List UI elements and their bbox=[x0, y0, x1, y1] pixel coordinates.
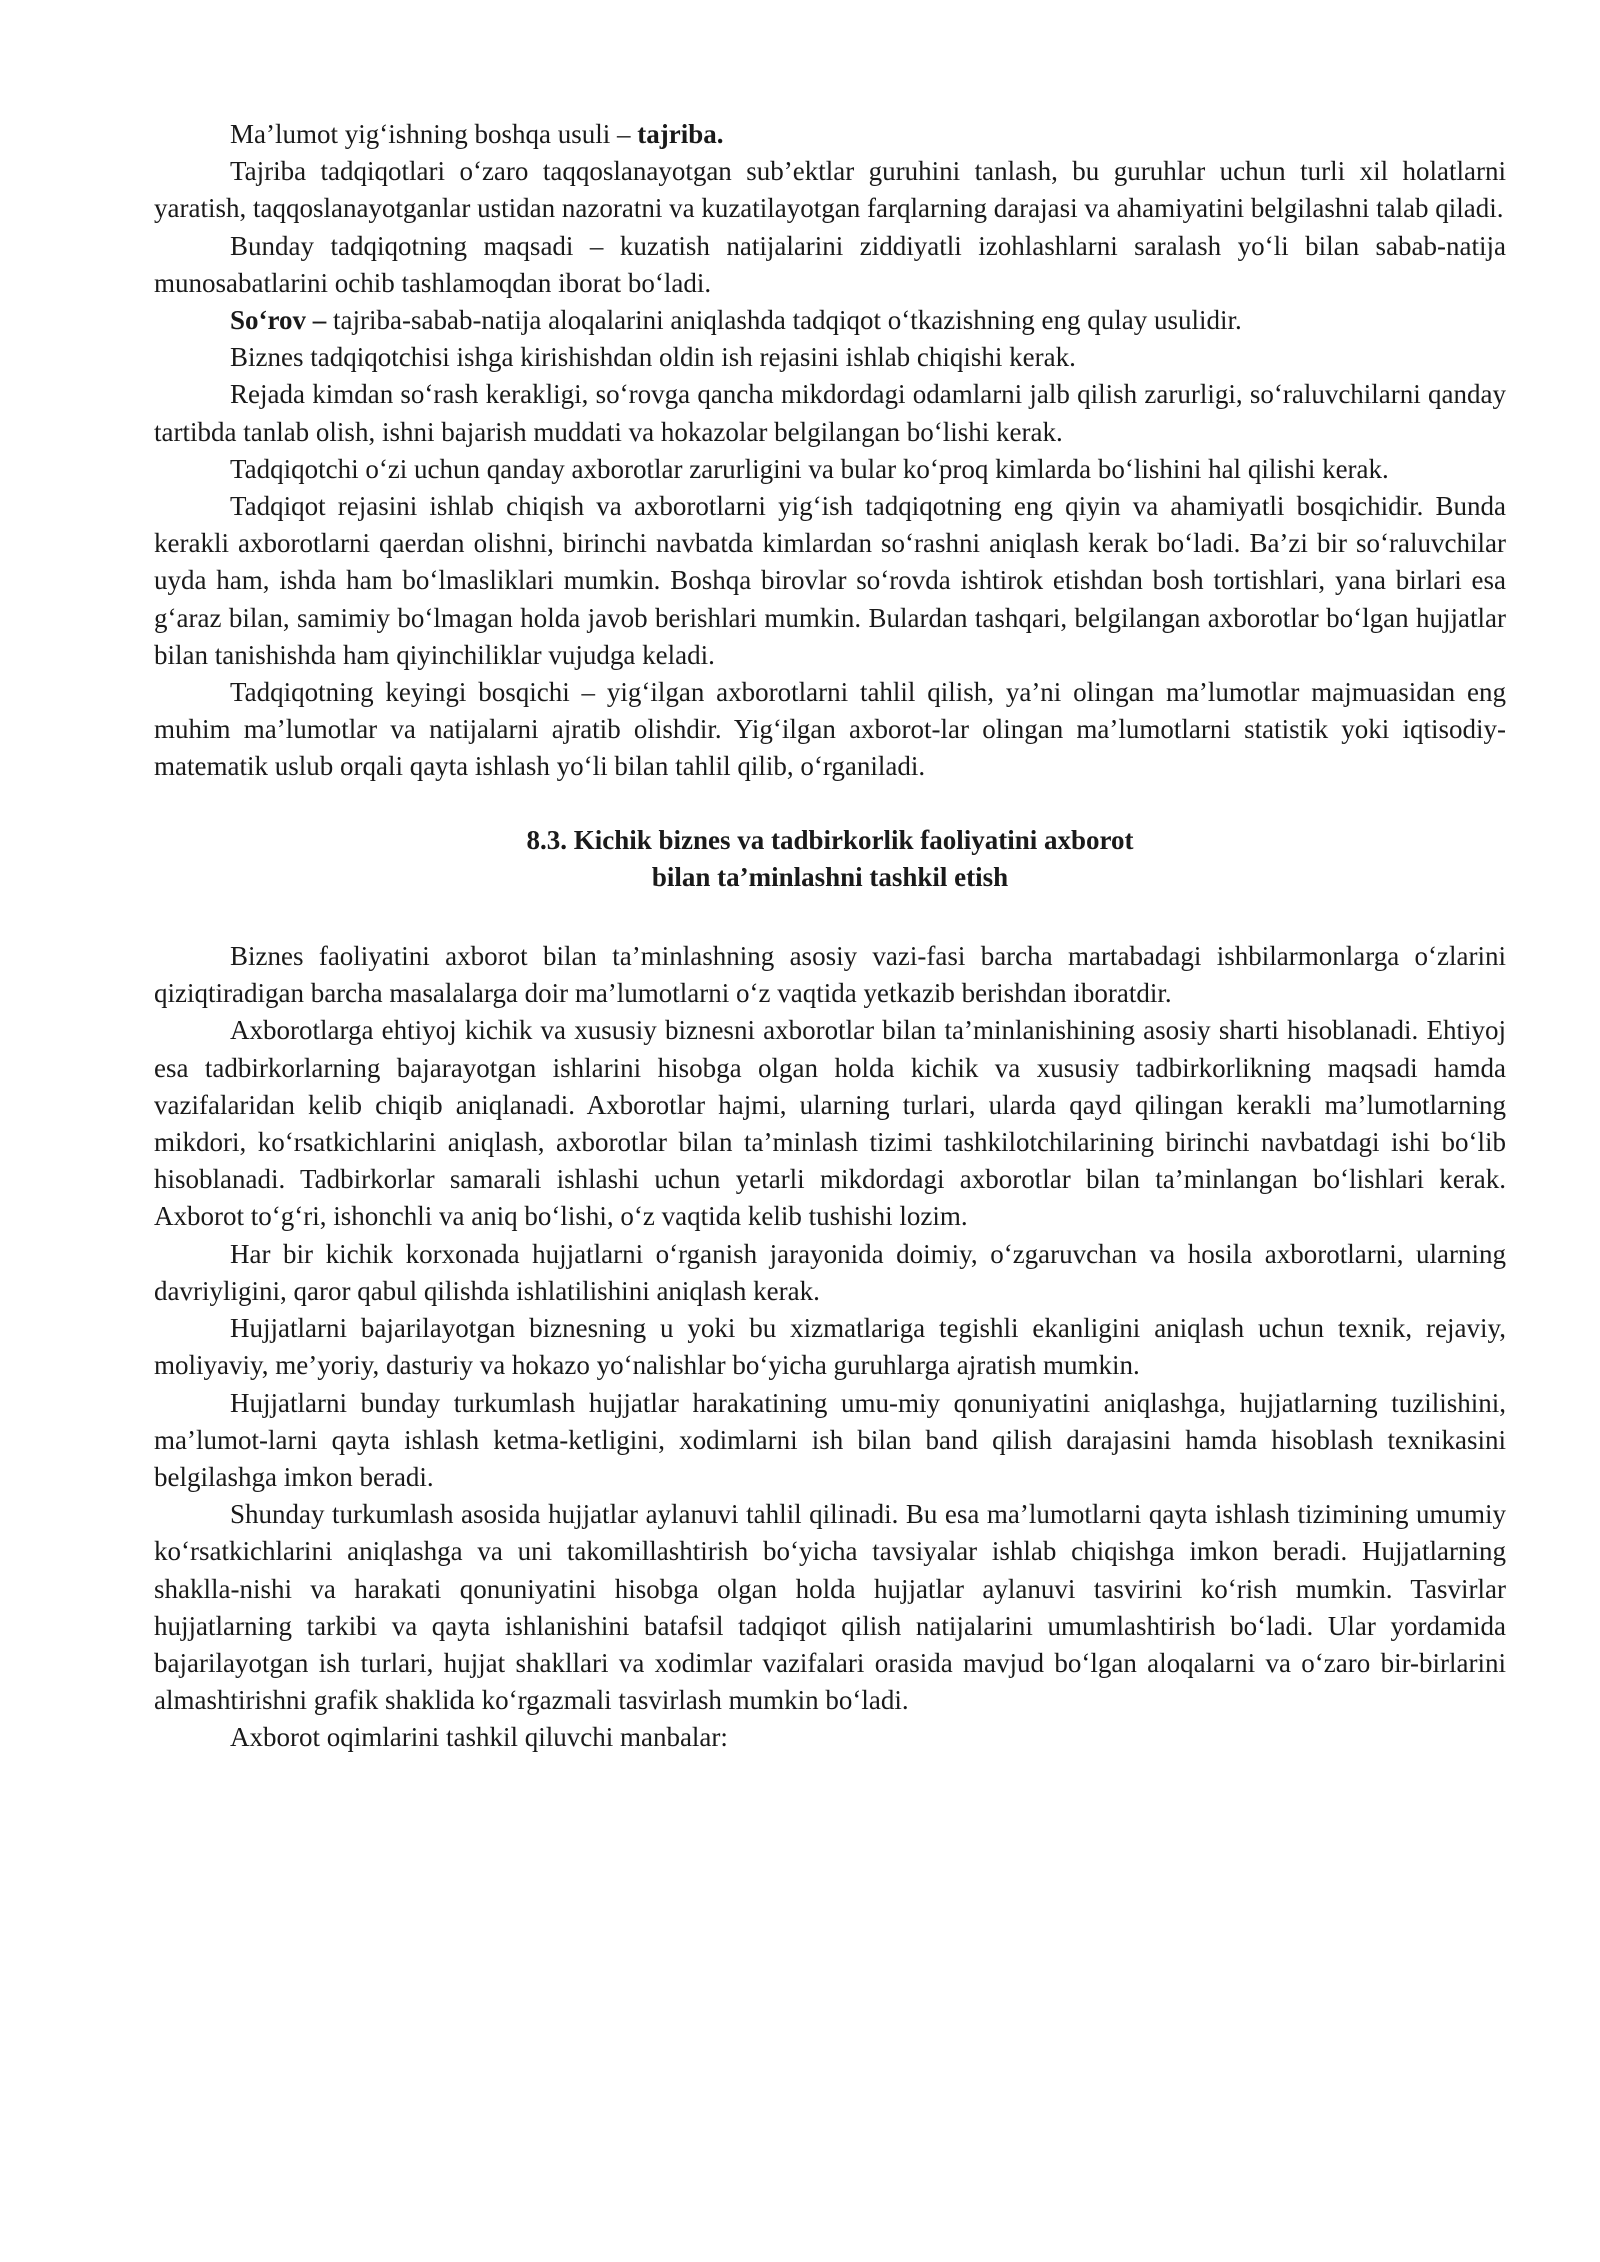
paragraph-main-task: Biznes faoliyatini axborot bilan ta’minlashning asosiy vazi-fasi barcha martabadagi ishbilarmonlarga o‘zlarini qiziqtiradigan barcha masalalarga doir ma’lumotlarni o‘z vaqtida yetkazib berishdan iboratdir. bbox=[154, 941, 1506, 1009]
paragraph-document-study: Har bir kichik korxonada hujjatlarni o‘rganish jarayonida doimiy, o‘zgaruvchan va hosila axborotlarni, ularning davriyligini, qaror qabul qilishda ishlatilishini aniqlash kerak. bbox=[154, 1238, 1506, 1306]
paragraph-work-plan: Biznes tadqiqotchisi ishga kirishishdan oldin ish rejasini ishlab chiqishi kerak. bbox=[230, 342, 1076, 373]
section-heading-line-2: bilan ta’minlashni tashkil etish bbox=[651, 861, 1009, 892]
paragraph-intro bbox=[154, 116, 1506, 153]
paragraph-classification: Hujjatlarni bunday turkumlash hujjatlar harakatining umu-miy qonuniyatini aniqlashga, hujjatlarning tuzilishini, ma’lumot-larni qayta ishlash ketma-ketligini, xodimlarni ish bilan band qilish darajasini hamda hisoblash texnikasini belgilashga imkon beradi. bbox=[154, 1387, 1506, 1492]
paragraph-document-grouping: Hujjatlarni bajarilayotgan biznesning u yoki bu xizmatlariga tegishli ekanligini aniqlash uchun texnik, rejaviy, moliyaviy, me’yoriy, dasturiy va hokazo yo‘nalishlar bo‘yicha guruhlarga ajratish mumkin. bbox=[154, 1313, 1506, 1381]
survey-bold-term: So‘rov – bbox=[230, 305, 327, 336]
intro-bold-term: tajriba. bbox=[637, 119, 724, 149]
paragraph-research-stages: Tadqiqot rejasini ishlab chiqish va axborotlarni yig‘ish tadqiqotning eng qiyin va ahamiyatli bosqichidir. Bunda kerakli axborotlarni qaerdan olishni, birinchi navbatda kimlardan so‘rashni aniqlash kerak bo‘ladi. Ba’zi bir so‘raluvchilar uyda ham, ishda ham bo‘lmasliklari mumkin. Boshqa birovlar so‘rovda ishtirok etishdan bosh tortishlari, yana birlari esa g‘araz bilan, samimiy bo‘lmagan holda javob berishlari mumkin. Bulardan tashqari, belgilangan axborotlar bo‘lgan hujjatlar bilan tanishishda ham qiyinchiliklar vujudga keladi. bbox=[154, 491, 1506, 670]
paragraph-analysis-stage: Tadqiqotning keyingi bosqichi – yig‘ilgan axborotlarni tahlil qilish, ya’ni olingan ma’lumotlar majmuasidan eng muhim ma’lumotlar va natijalarni ajratib olishdir. Yig‘ilgan axborot-lar olingan ma’lumotlarni statistik yoki iqtisodiy-matematik uslub orqali qayta ishlash yo‘li bilan tahlil qilib, o‘rganiladi. bbox=[154, 677, 1506, 782]
paragraph-research-goal: Bunday tadqiqotning maqsadi – kuzatish natijalarini ziddiyatli izohlashlarni saralash yo‘li bilan sabab-natija munosabatlarini ochib tashlamoqdan iborat bo‘ladi. bbox=[154, 230, 1506, 298]
paragraph-survey bbox=[154, 302, 1506, 339]
paragraph-info-needs: Tadqiqotchi o‘zi uchun qanday axborotlar zarurligini va bular ko‘proq kimlarda bo‘lishini hal qilishi kerak. bbox=[230, 453, 1389, 484]
paragraph-document-flow: Shunday turkumlash asosida hujjatlar aylanuvi tahlil qilinadi. Bu esa ma’lumotlarni qayta ishlash tizimining umumiy ko‘rsatkichlarini aniqlashga va uni takomillashtirish bo‘yicha tavsiyalar ishlab chiqishga imkon beradi. Hujjatlarning shaklla-nishi va harakati qonuniyatini hisobga olgan holda hujjatlar aylanuvi tasvirini ko‘rish mumkin. Tasvirlar hujjatlarning tarkibi va qayta ishlanishini batafsil tadqiqot qilish natijalarini umumlashtirish bo‘ladi. Ular yordamida bajarilayotgan ish turlari, hujjat shakllari va xodimlar vazifalari orasida mavjud bo‘lgan aloqalarni va o‘zaro bir-birlarini almashtirishni grafik shaklida ko‘rgazmali tasvirlash mumkin bo‘ladi. bbox=[154, 1499, 1506, 1716]
paragraph-information-needs: Axborotlarga ehtiyoj kichik va xususiy biznesni axborotlar bilan ta’minlanishining asosiy sharti hisoblanadi. Ehtiyoj esa tadbirkorlarning bajarayotgan ishlarini hisobga olgan holda kichik va xususiy tadbirkorlikning maqsadi hamda vazifalaridan kelib chiqib aniqlanadi. Axborotlar hajmi, ularning turlari, ularda qayd qilingan kerakli ma’lumotlarning mikdori, ko‘rsatkichlarini aniqlash, axborotlar bilan ta’minlash tizimi tashkilotchilarining birinchi navbatdagi ishi bo‘lib hisoblanadi. Tadbirkorlar samarali ishlashi uchun yetarli mikdordagi axborotlar bilan ta’minlangan bo‘lishlari kerak. Axborot to‘g‘ri, ishonchli va aniq bo‘lishi, o‘z vaqtida kelib tushishi lozim. bbox=[154, 1015, 1506, 1232]
intro-text: Ma’lumot yig‘ishning boshqa usuli – bbox=[230, 119, 638, 149]
survey-text: tajriba-sabab-natija aloqalarini aniqlashda tadqiqot o‘tkazishning eng qulay usulidir. bbox=[326, 305, 1242, 336]
paragraph-plan-details: Rejada kimdan so‘rash kerakligi, so‘rovga qancha mikdordagi odamlarni jalb qilish zarurligi, so‘raluvchilarni qanday tartibda tanlab olish, ishni bajarish muddati va hokazolar belgilangan bo‘lishi kerak. bbox=[154, 379, 1506, 447]
document-page bbox=[154, 116, 1506, 1757]
section-heading bbox=[154, 822, 1506, 896]
paragraph-info-sources: Axborot oqimlarini tashkil qiluvchi manbalar: bbox=[230, 1722, 728, 1753]
paragraph-experiment-definition: Tajriba tadqiqotlari o‘zaro taqqoslanayotgan sub’ektlar guruhini tanlash, bu guruhlar uchun turli xil holatlarni yaratish, taqqoslanayotganlar ustidan nazoratni va kuzatilayotgan farqlarning darajasi va ahamiyatini belgilashni talab qiladi. bbox=[154, 156, 1506, 224]
section-heading-line-1: 8.3. Kichik biznes va tadbirkorlik faoliyatini axborot bbox=[526, 824, 1134, 855]
